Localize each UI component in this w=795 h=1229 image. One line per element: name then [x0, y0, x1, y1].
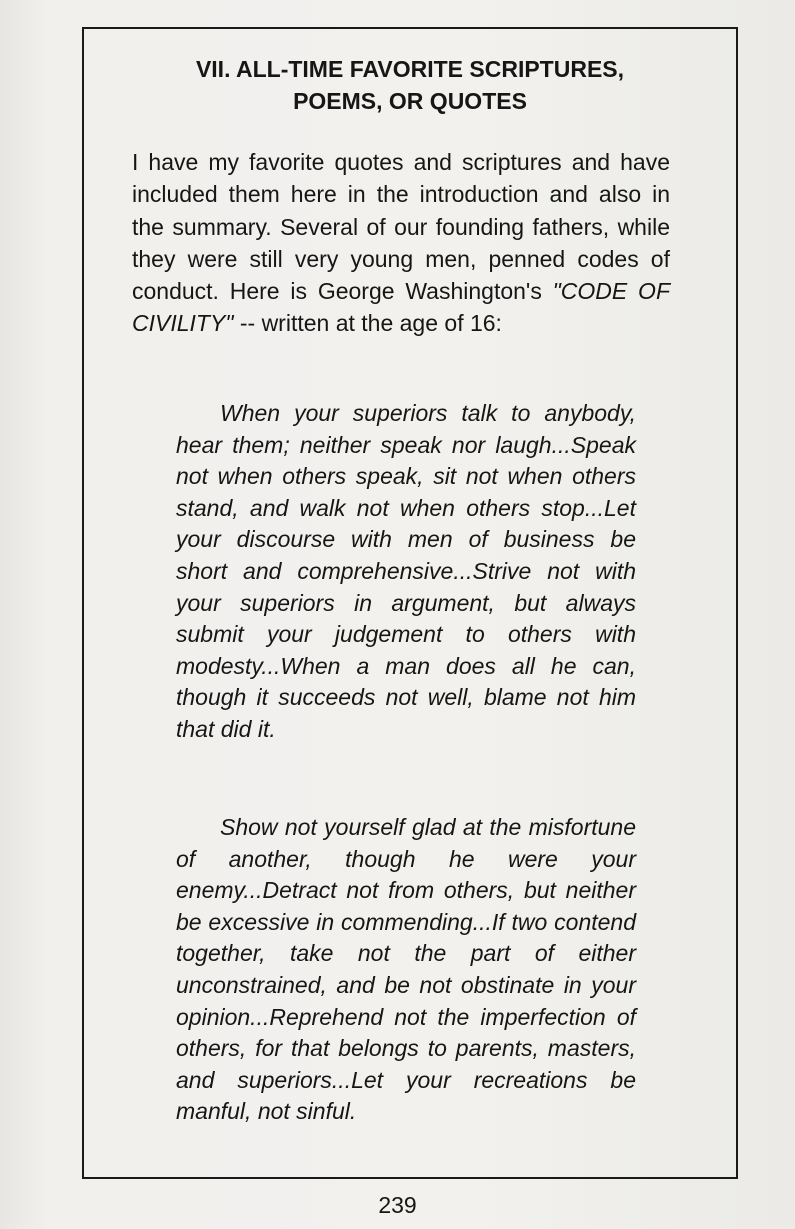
heading-line-2: POEMS, OR QUOTES — [293, 88, 527, 114]
intro-text-end: -- written at the age of 16: — [233, 310, 502, 337]
quote-paragraph-2: Show not yourself glad at the misfortune of another, though he were your enemy...Detract not from others, but neither be excessive in commending...If two contend together, take not the part of either unconstrained, and be not obstinate in your opinion...Reprehend not the imperfection of others, for that belongs to parents, masters, and superiors...Let your recreations be manful, not sinful. — [176, 814, 636, 1125]
intro-text: I have my favorite quotes and scriptures and have included them here in the introduction and also in the summary. Several of our founding fathers, while they were still very young men, penned codes of conduct. Here is George Washington's — [132, 149, 670, 305]
quote-paragraph-1: When your superiors talk to anybody, hear them; neither speak nor laugh...Speak not when others speak, sit not when others stand, and walk not when others stop...Let your discourse with men of business be short and comprehensive...Strive not with your superiors in argument, but always submit your judgement to others with modesty...When a man does all he can, though it succeeds not well, blame not him that did it. — [176, 400, 636, 742]
intro-paragraph — [132, 146, 670, 340]
heading-line-1: VII. ALL-TIME FAVORITE SCRIPTURES, — [195, 56, 625, 82]
code-title: "CODE OF CIVILITY" — [132, 278, 670, 337]
section-heading — [82, 53, 738, 117]
page-number: 239 — [378, 1192, 417, 1218]
